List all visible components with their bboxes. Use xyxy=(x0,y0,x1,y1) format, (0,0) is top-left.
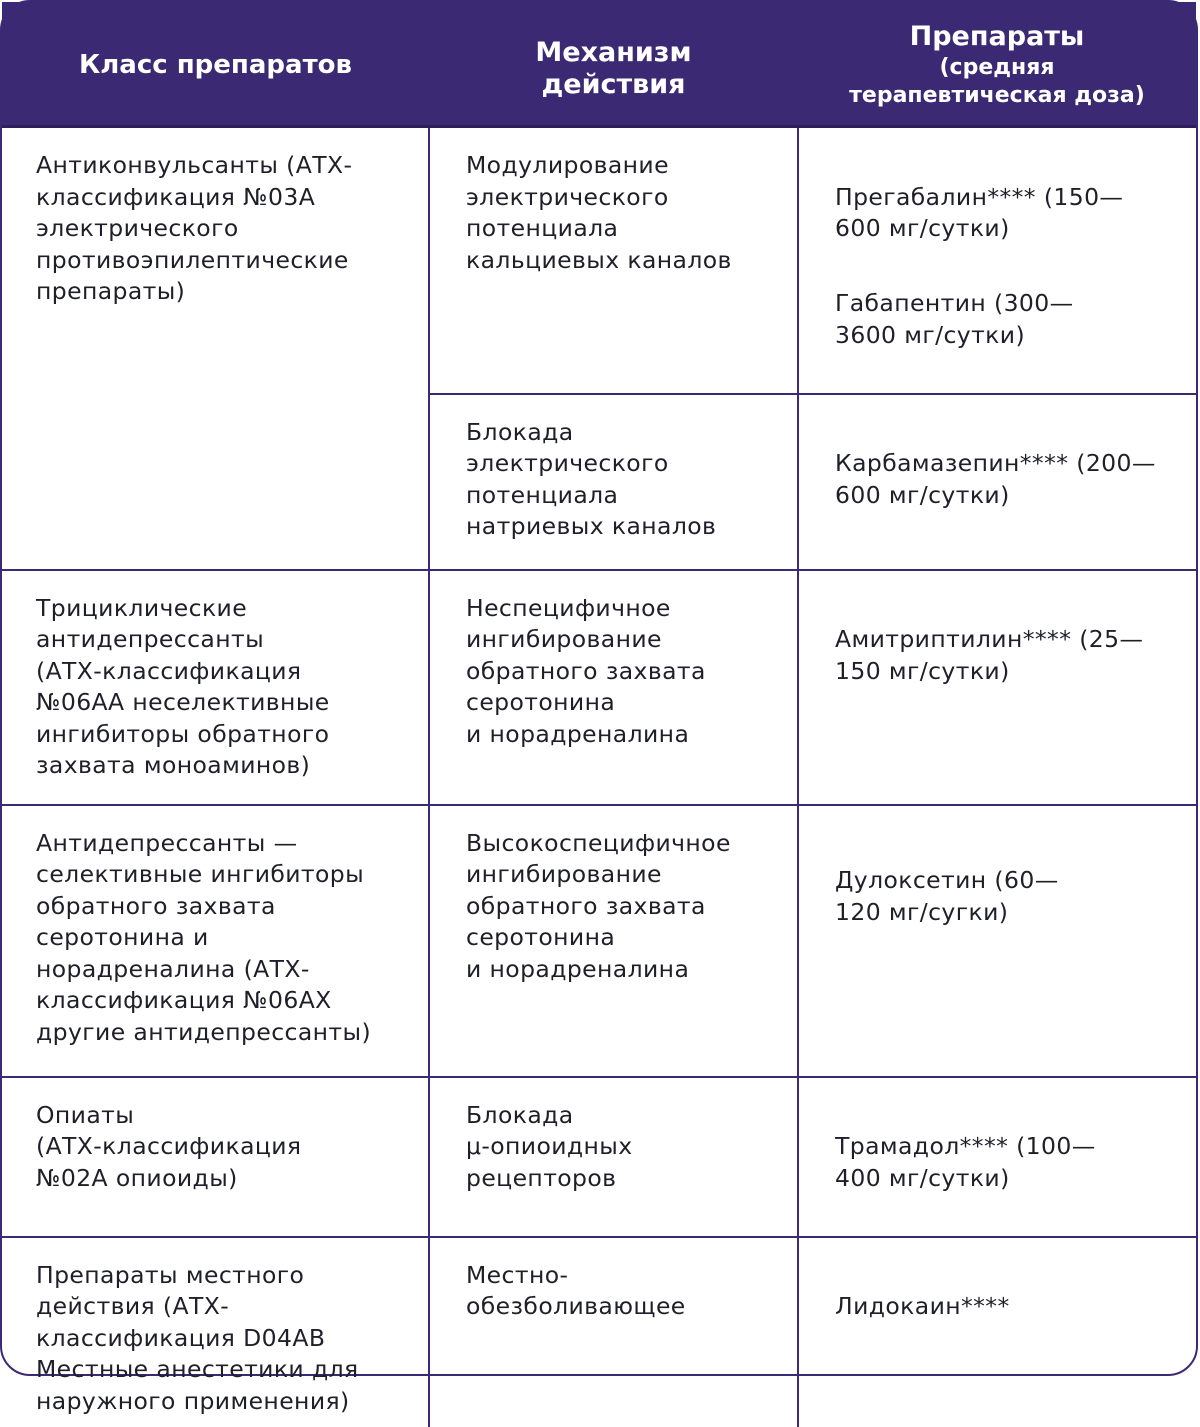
header-row xyxy=(2,2,1196,128)
cell-drug-class: Препараты местного действия (АТХ- классификация D04AB Местные анестетики для наружного применения) xyxy=(2,1237,429,1427)
header-drug-class-label: Класс препаратов xyxy=(79,50,352,80)
drug-item: Трамадол**** (100— 400 мг/сутки) xyxy=(835,1131,1184,1194)
cell-mechanism: Высокоспецифичное ингибирование обратного захвата серотонина и норадреналина xyxy=(429,805,798,1077)
table-row xyxy=(2,1237,1196,1427)
table-row xyxy=(2,570,1196,805)
cell-drugs xyxy=(798,394,1196,570)
header-mechanism xyxy=(429,2,798,128)
drug-item: Лидокаин**** xyxy=(835,1291,1184,1323)
header-drugs-label: Препараты xyxy=(808,20,1186,54)
cell-drug-class: Трициклические антидепрессанты (АТХ-классификация №06АА неселективные ингибиторы обратного захвата моноаминов) xyxy=(2,570,429,805)
header-drugs-sublabel: (средняя терапевтическая доза) xyxy=(808,54,1186,110)
cell-drug-class: Опиаты (АТХ-классификация №02А опиоиды) xyxy=(2,1077,429,1237)
table-row xyxy=(2,805,1196,1077)
table-body xyxy=(2,128,1196,1427)
table-row xyxy=(2,128,1196,394)
table-header xyxy=(2,2,1196,128)
cell-mechanism: Блокада μ-опиоидных рецепторов xyxy=(429,1077,798,1237)
cell-drugs xyxy=(798,805,1196,1077)
cell-drugs xyxy=(798,128,1196,394)
cell-drug-class: Антидепрессанты — селективные ингибиторы обратного захвата серотонина и норадреналина (АТХ- классификация №06АХ другие антидепрессанты) xyxy=(2,805,429,1077)
cell-drugs xyxy=(798,1237,1196,1427)
cell-drugs xyxy=(798,1077,1196,1237)
header-mechanism-label: Механизм действия xyxy=(439,37,788,101)
header-drugs xyxy=(798,2,1196,128)
cell-drug-class: Антиконвульсанты (АТХ- классификация №03А электрического противоэпилептические препараты) xyxy=(2,128,429,570)
cell-drugs xyxy=(798,570,1196,805)
table xyxy=(2,2,1196,1427)
cell-mechanism: Модулирование электрического потенциала кальциевых каналов xyxy=(429,128,798,394)
drug-item: Прегабалин**** (150— 600 мг/сутки) xyxy=(835,182,1184,245)
table-row xyxy=(2,1077,1196,1237)
drug-item: Амитриптилин**** (25— 150 мг/сутки) xyxy=(835,624,1184,687)
drug-item: Дулоксетин (60— 120 мг/сугки) xyxy=(835,865,1184,928)
header-drug-class xyxy=(2,2,429,128)
drug-item: Габапентин (300— 3600 мг/сутки) xyxy=(835,288,1184,351)
cell-mechanism: Местно- обезболивающее xyxy=(429,1237,798,1427)
cell-mechanism: Блокада электрического потенциала натриевых каналов xyxy=(429,394,798,570)
drug-item: Карбамазепин**** (200— 600 мг/сутки) xyxy=(835,448,1184,511)
cell-mechanism: Неспецифичное ингибирование обратного захвата серотонина и норадреналина xyxy=(429,570,798,805)
